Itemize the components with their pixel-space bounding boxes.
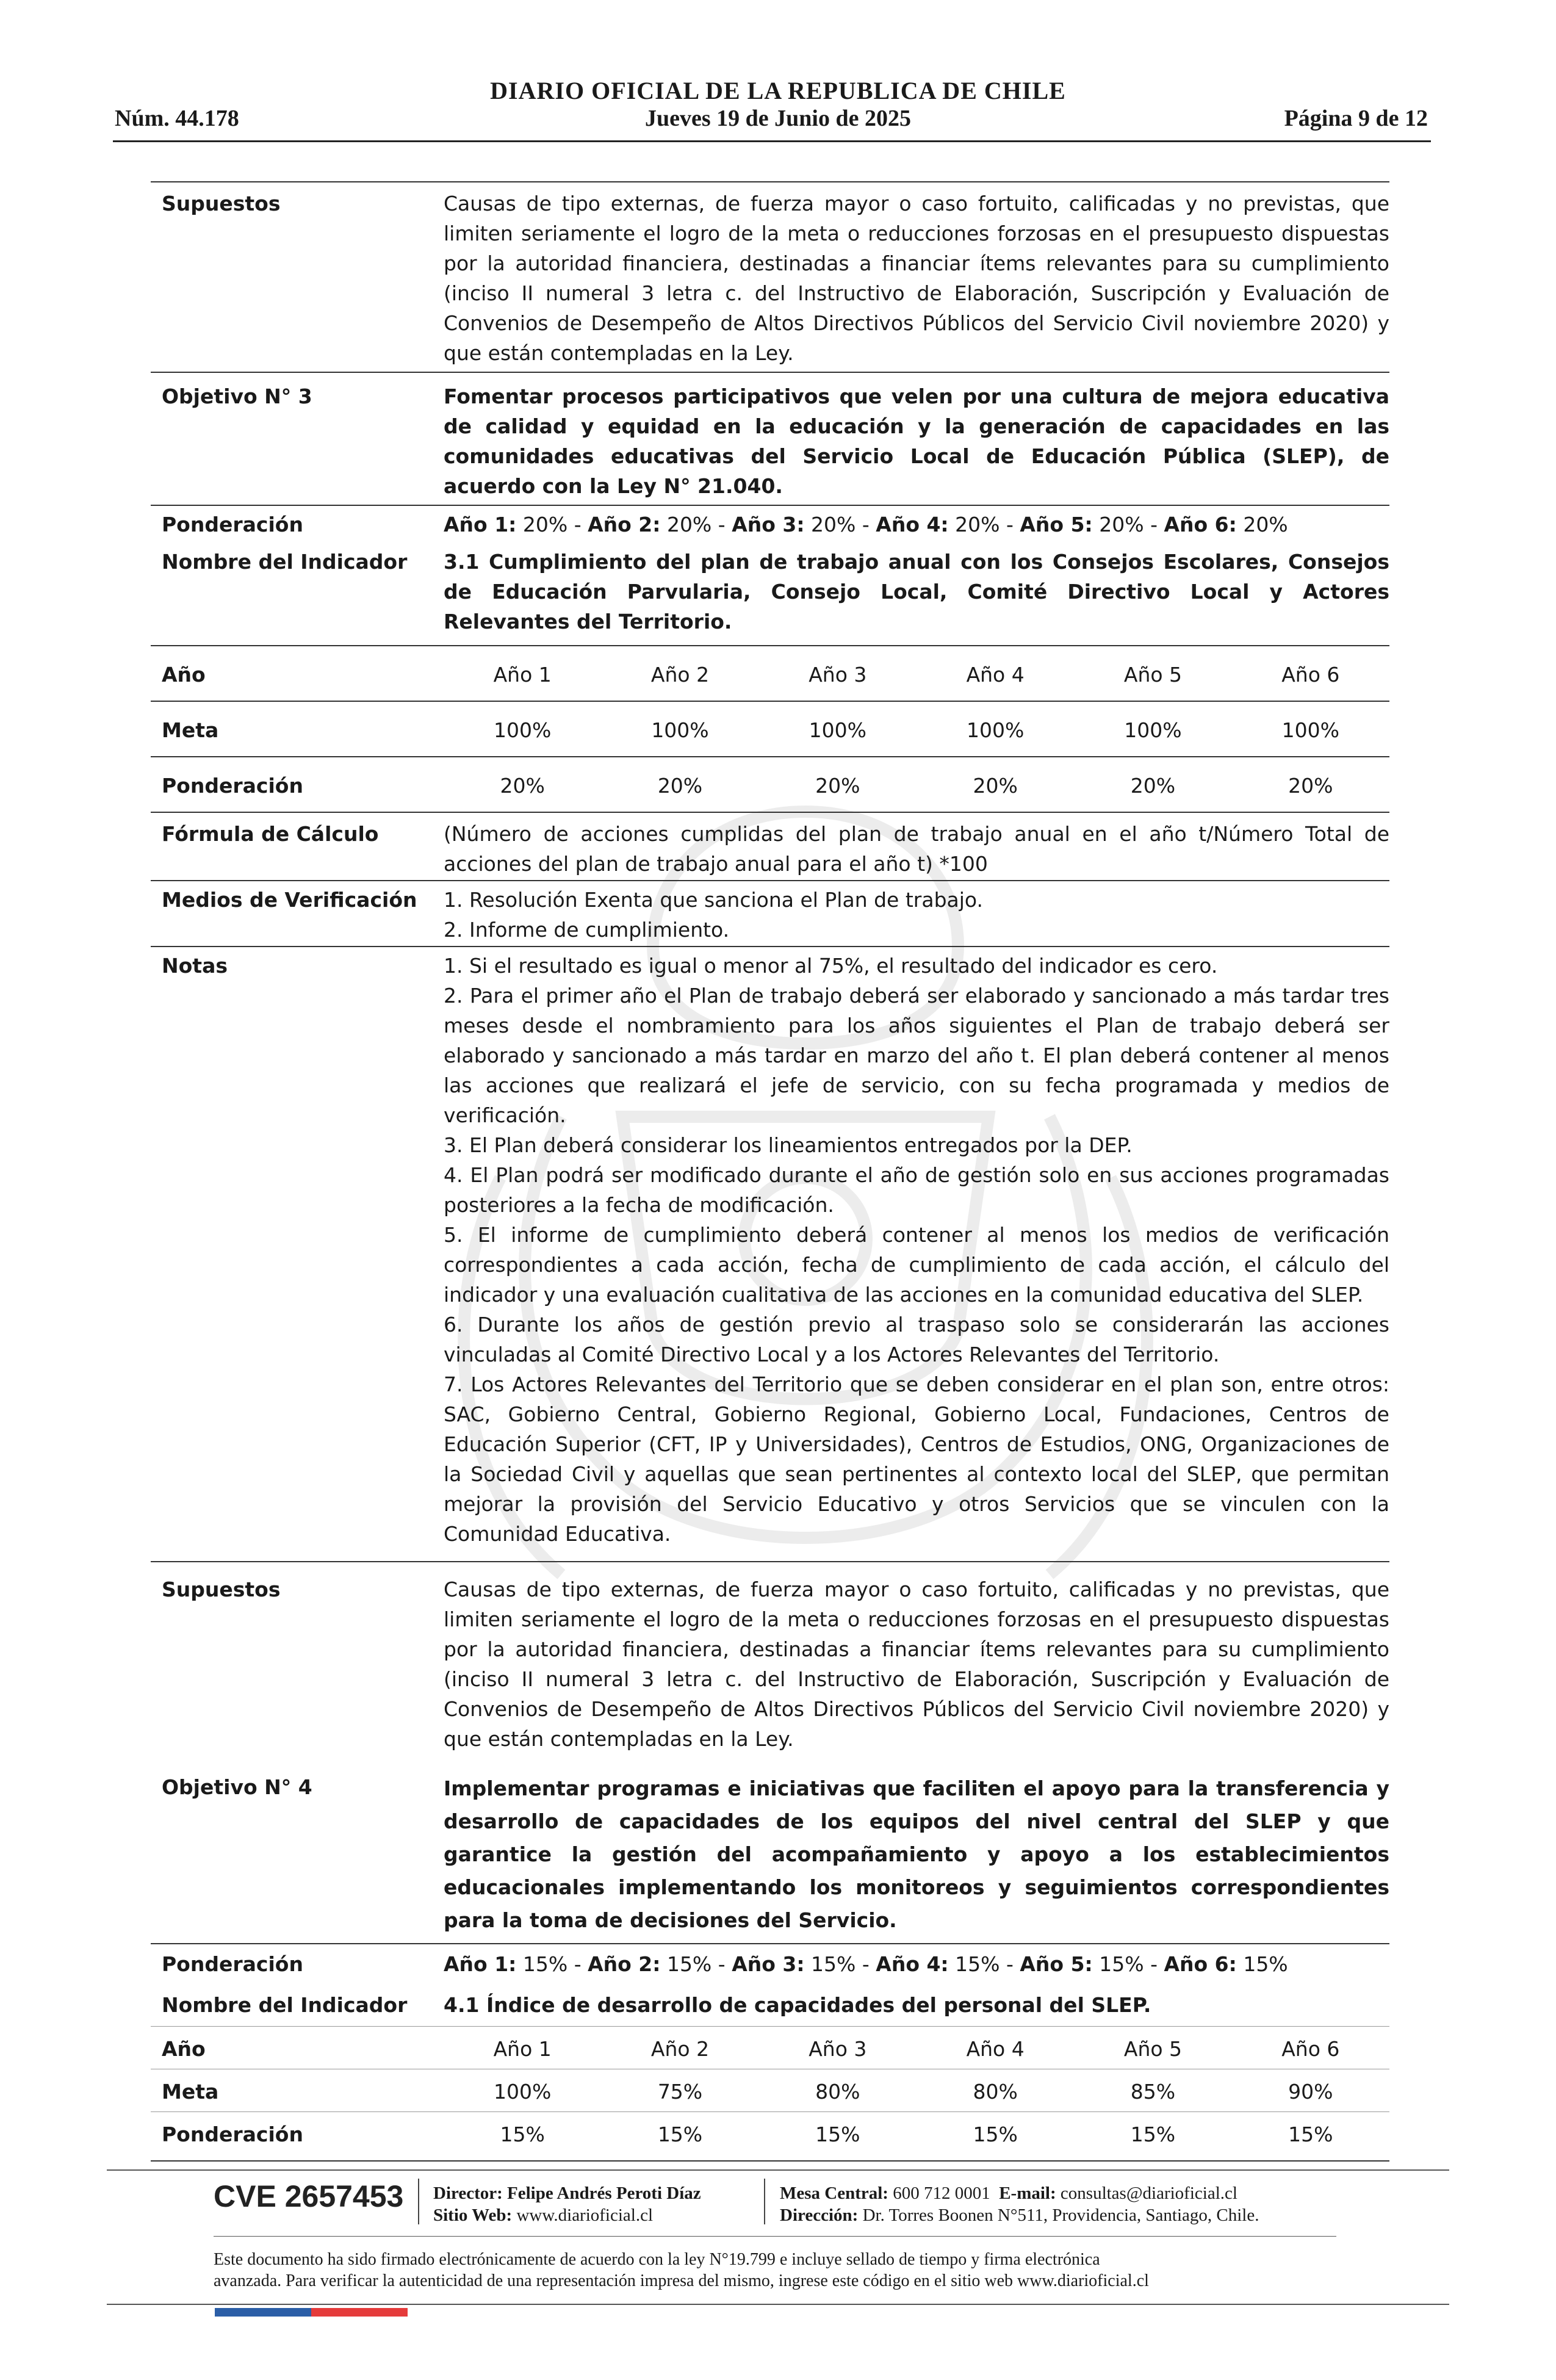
email-link[interactable]: consultas@diarioficial.cl: [1060, 2183, 1237, 2203]
cell-pond: 20%: [500, 774, 545, 798]
label-indicador-4-1: Nombre del Indicador: [162, 1993, 408, 2017]
cell-year: Año 2: [650, 663, 710, 687]
nota-item: 4. El Plan podrá ser modificado durante el año de gestión solo en sus acciones programadas posteriores a la fecha de modificación.: [444, 1163, 1389, 1217]
footer-separator: [418, 2179, 419, 2224]
row-ponderacion-3: [151, 505, 1389, 546]
cell-meta: 100%: [651, 718, 709, 742]
website-link[interactable]: www.diarioficial.cl: [516, 2205, 654, 2225]
cell-meta: 100%: [966, 718, 1025, 742]
value-objetivo-3: Fomentar procesos participativos que velen por una cultura de mejora educativa de calidad y equidad en la educación y la generación de capacidades en las comunidades educativas del Servicio Local de Educación Pública (SLEP), de acuerdo con la Ley N° 21.040.: [444, 384, 1389, 498]
label-ponderacion-3: Ponderación: [162, 513, 303, 536]
cell-year: Año 5: [1123, 2037, 1183, 2061]
cell-meta: 90%: [1288, 2080, 1333, 2104]
cell-year: Año 4: [966, 663, 1025, 687]
medio-item: 2. Informe de cumplimiento.: [444, 918, 730, 942]
label-meta: Meta: [162, 718, 219, 742]
row-ponderacion-4: [151, 1943, 1389, 1990]
cell-year: Año 2: [650, 2037, 710, 2061]
director-name: Felipe Andrés Peroti Díaz: [507, 2183, 701, 2203]
cell-year: Año 3: [809, 2037, 867, 2061]
cell-year: Año 1: [493, 2037, 552, 2061]
footer-director-block: Director: Felipe Andrés Peroti Díaz Sitio Web: www.diarioficial.cl: [433, 2183, 701, 2225]
row-anio-3: [151, 645, 1389, 701]
cells-anio-3: [444, 660, 1389, 690]
cells-pond-3: [444, 771, 1389, 801]
cell-meta: 100%: [1124, 718, 1182, 742]
cell-pond: 20%: [1130, 774, 1176, 798]
value-notas: [444, 951, 1389, 1549]
row-supuestos-1: [151, 181, 1389, 372]
row-anio-4: [151, 2026, 1389, 2069]
label-anio: Año: [162, 2037, 206, 2061]
value-supuestos: Causas de tipo externas, de fuerza mayor o caso fortuito, calificadas y no previstas, que limiten seriamente el logro de la meta o reducciones forzosas en el presupuesto dispuestas por la autoridad financiera, destinadas a financiar ítems relevantes para su cumplimiento (inciso II numeral 3 letra c. del Instructivo de Elaboración, Suscripción y Evaluación de Convenios de Desempeño de Altos Directivos Públicos del Servicio Civil noviembre 2020) y que están contempladas en la Ley.: [444, 192, 1389, 365]
footer-divider-top: [107, 2169, 1449, 2171]
cell-year: Año 6: [1281, 2037, 1340, 2061]
footer-divider-mid: [214, 2236, 1336, 2237]
footer-contact-block: Mesa Central: 600 712 0001 E-mail: consultas@diarioficial.cl Dirección: Dr. Torres Boonen N°511, Providencia, Santiago, Chile.: [780, 2183, 1259, 2225]
cell-pond: 15%: [815, 2122, 860, 2146]
flag-stripe-red: [311, 2308, 408, 2317]
content-table: [151, 181, 1389, 2162]
label-objetivo-4: Objetivo N° 4: [162, 1775, 312, 1799]
cell-pond: 15%: [657, 2122, 703, 2146]
cell-meta: 100%: [493, 2080, 552, 2104]
cell-meta: 80%: [973, 2080, 1018, 2104]
issue-date: Jueves 19 de Junio de 2025: [645, 106, 911, 131]
row-meta-3: [151, 701, 1389, 756]
nota-item: 5. El informe de cumplimiento deberá contener al menos los medios de verificación correspondientes a cada acción, fecha de cumplimiento de cada acción, el cálculo del indicador y una evaluación cualitativa de las acciones en la comunidad educativa del SLEP.: [444, 1223, 1389, 1307]
cell-pond: 15%: [973, 2122, 1018, 2146]
cell-pond: 20%: [1288, 774, 1333, 798]
footer-separator: [764, 2179, 765, 2224]
label-anio: Año: [162, 663, 206, 687]
cell-meta: 100%: [809, 718, 866, 742]
address: Dr. Torres Boonen N°511, Providencia, Santiago, Chile.: [862, 2205, 1259, 2225]
row-formula-3: [151, 812, 1389, 880]
row-meta-4: [151, 2069, 1389, 2111]
row-indicador-4-1: [151, 1990, 1389, 2026]
value-formula: (Número de acciones cumplidas del plan de trabajo anual en el año t/Número Total de acciones del plan de trabajo anual para el año t) *100: [444, 822, 1389, 876]
cell-meta: 100%: [1281, 718, 1339, 742]
nota-item: 1. Si el resultado es igual o menor al 75%, el resultado del indicador es cero.: [444, 954, 1218, 978]
nota-item: 3. El Plan deberá considerar los lineamientos entregados por la DEP.: [444, 1133, 1133, 1157]
label-supuestos: Supuestos: [162, 192, 281, 215]
label-medios: Medios de Verificación: [162, 888, 417, 912]
cell-pond: 20%: [657, 774, 703, 798]
cells-anio-4: [444, 2034, 1389, 2064]
phone-number: 600 712 0001: [893, 2183, 990, 2203]
row-indicador-3-1: [151, 546, 1389, 645]
newspaper-title: DIARIO OFICIAL DE LA REPUBLICA DE CHILE: [490, 77, 1066, 104]
value-supuestos: Causas de tipo externas, de fuerza mayor o caso fortuito, calificadas y no previstas, que limiten seriamente el logro de la meta o reducciones forzosas en el presupuesto dispuestas por la autoridad financiera, destinadas a financiar ítems relevantes para su cumplimiento (inciso II numeral 3 letra c. del Instructivo de Elaboración, Suscripción y Evaluación de Convenios de Desempeño de Altos Directivos Públicos del Servicio Civil noviembre 2020) y que están contempladas en la Ley.: [444, 1578, 1389, 1751]
row-supuestos-2: [151, 1561, 1389, 1764]
label-ponderacion-4: Ponderación: [162, 1952, 303, 1976]
cell-pond: 15%: [1130, 2122, 1176, 2146]
cells-meta-3: [444, 715, 1389, 745]
row-medios-3: [151, 880, 1389, 946]
row-pond-table-4: [151, 2111, 1389, 2162]
row-notas-3: [151, 946, 1389, 1561]
medio-item: 1. Resolución Exenta que sanciona el Plan de trabajo.: [444, 888, 984, 912]
cell-pond: 20%: [973, 774, 1018, 798]
cell-meta: 75%: [657, 2080, 703, 2104]
value-objetivo-4: Implementar programas e iniciativas que faciliten el apoyo para la transferencia y desarrollo de capacidades de los equipos del nivel central del SLEP y que garantice la gestión del acompañamiento y apoyo a los establecimientos educacionales implementando los monitoreos y seguimientos correspondientes para la toma de decisiones del Servicio.: [444, 1776, 1389, 1932]
cell-year: Año 4: [966, 2037, 1025, 2061]
nota-item: 7. Los Actores Relevantes del Territorio que se deben considerar en el plan son, entre otros: SAC, Gobierno Central, Gobierno Regional, Gobierno Local, Fundaciones, Centros de Educación Superior (CFT, IP y Universidades), Centros de Estudios, ONG, Organizaciones de la Sociedad Civil y aquellas que sean pertinentes al contexto local del SLEP, que permitan mejorar la provisión del Servicio Educativo y otros Servicios que se vinculen con la Comunidad Educativa.: [444, 1372, 1389, 1546]
cell-year: Año 1: [493, 663, 552, 687]
row-pond-table-3: [151, 756, 1389, 812]
cells-pond-4: [444, 2119, 1389, 2149]
label-supuestos: Supuestos: [162, 1578, 281, 1601]
cell-year: Año 6: [1281, 663, 1340, 687]
label-meta: Meta: [162, 2080, 219, 2104]
footer-divider-bottom: [107, 2304, 1449, 2305]
row-objetivo-4: [151, 1764, 1389, 1943]
row-objetivo-3: [151, 372, 1389, 505]
label-formula: Fórmula de Cálculo: [162, 822, 379, 846]
cell-pond: 20%: [815, 774, 860, 798]
cell-year: Año 3: [809, 663, 867, 687]
value-ponderacion-3: Año 1: 20% - Año 2: 20% - Año 3: 20% - Año 4: 20% - Año 5: 20% - Año 6: 20%: [444, 513, 1288, 536]
page-number: Página 9 de 12: [1284, 106, 1428, 131]
footer-legal-notice: Este documento ha sido firmado electrónicamente de acuerdo con la ley N°19.799 e incluye sellado de tiempo y firma electrónica avanzada. Para verificar la autenticidad de una representación impresa del mismo, ingrese este código en el sitio web www.diarioficial.cl: [214, 2250, 1149, 2290]
value-ponderacion-4: Año 1: 15% - Año 2: 15% - Año 3: 15% - Año 4: 15% - Año 5: 15% - Año 6: 15%: [444, 1952, 1288, 1976]
label-ponderacion: Ponderación: [162, 774, 303, 798]
value-medios: [444, 885, 1389, 945]
cve-code: CVE 2657453: [214, 2179, 404, 2213]
label-notas: Notas: [162, 954, 228, 978]
cell-pond: 15%: [1288, 2122, 1333, 2146]
cell-year: Año 5: [1123, 663, 1183, 687]
cell-meta: 80%: [815, 2080, 860, 2104]
cell-pond: 15%: [500, 2122, 545, 2146]
cells-meta-4: [444, 2077, 1389, 2107]
label-indicador-3-1: Nombre del Indicador: [162, 550, 408, 574]
cell-meta: 85%: [1130, 2080, 1176, 2104]
header-divider: [113, 140, 1431, 142]
value-indicador-4-1: 4.1 Índice de desarrollo de capacidades del personal del SLEP.: [444, 1993, 1151, 2017]
nota-item: 6. Durante los años de gestión previo al traspaso solo se considerarán las acciones vinculadas al Comité Directivo Local y a los Actores Relevantes del Territorio.: [444, 1313, 1389, 1366]
flag-stripe-blue: [215, 2308, 311, 2317]
issue-number: Núm. 44.178: [115, 106, 239, 131]
cell-meta: 100%: [493, 718, 552, 742]
label-ponderacion: Ponderación: [162, 2122, 303, 2146]
value-indicador-3-1: 3.1 Cumplimiento del plan de trabajo anual con los Consejos Escolares, Consejos de Educación Parvularia, Consejo Local, Comité Directivo Local y Actores Relevantes del Territorio.: [444, 550, 1389, 633]
nota-item: 2. Para el primer año el Plan de trabajo deberá ser elaborado y sancionado a más tardar tres meses desde el nombramiento para los años siguientes el Plan de trabajo deberá ser elaborado y sancionado a más tardar en marzo del año t. El plan deberá contener al menos las acciones que realizará el jefe de servicio, con su fecha programada y medios de verificación.: [444, 984, 1389, 1127]
label-objetivo-3: Objetivo N° 3: [162, 384, 312, 408]
